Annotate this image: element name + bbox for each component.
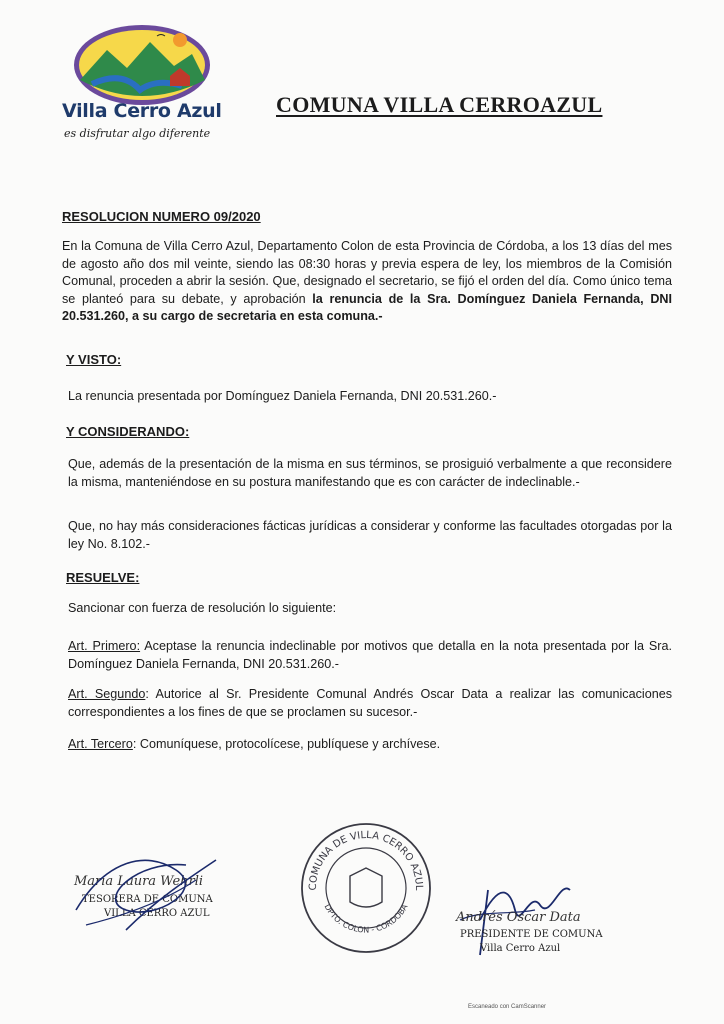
right-signatory-place: Villa Cerro Azul <box>480 943 561 954</box>
brand-tagline: es disfrutar algo diferente <box>64 127 211 140</box>
intro-bold-text: la renuncia de la Sra. Domínguez Daniela Fernanda, DNI 20.531.260, a su cargo de secretaria en esta comuna.- <box>62 291 673 323</box>
resuelve-heading: RESUELVE: <box>66 570 140 585</box>
article-third-label: Art. Tercero <box>68 737 133 751</box>
article-third-text: : Comuníquese, protocolícese, publíquese y archívese. <box>132 737 441 751</box>
right-signatory-role: PRESIDENTE DE COMUNA <box>460 929 603 940</box>
article-second-text: : Autorice al Sr. Presidente Comunal Andrés Oscar Data a realizar las comunicaciones correspondientes a los fines de que se proclamen su sucesor.- <box>68 687 673 719</box>
left-handwritten-signature <box>66 840 266 940</box>
resolution-title: RESOLUCION NUMERO 09/2020 <box>62 209 261 224</box>
right-signatory-name: Andrés Oscar Data <box>456 910 581 925</box>
seal-bottom-text: DPTO. COLON - CORDOBA <box>322 902 410 935</box>
intro-text: En la Comuna de Villa Cerro Azul, Departamento Colon de esta Provincia de Córdoba, a los 13 días del mes de agosto año dos mil veinte, siendo las 08:30 horas y previa espera de ley, los miembros de la Comisión Comunal, proceden a abrir la sesión. Que, designado el secretario, se fijó el orden del día. Como único tema se planteó para su debate, y aprobación <box>62 239 672 306</box>
resuelve-intro: Sancionar con fuerza de resolución lo siguiente: <box>68 601 337 615</box>
seal-top-text: COMUNA DE VILLA CERRO AZUL <box>307 829 425 891</box>
article-third <box>68 736 672 754</box>
considerando-paragraph-2: Que, no hay más consideraciones fácticas jurídicas a considerar y conforme las facultades otorgadas por la ley No. 8.102.- <box>68 519 672 551</box>
article-first-label: Art. Primero: <box>68 639 141 653</box>
article-second <box>68 686 672 721</box>
considerando-heading: Y CONSIDERANDO: <box>66 424 190 439</box>
article-second-label: Art. Segundo <box>68 687 146 701</box>
document-title: COMUNA VILLA CERROAZUL <box>276 92 603 117</box>
left-signatory-role: TESORERA DE COMUNA <box>82 894 213 905</box>
visto-heading: Y VISTO: <box>66 352 122 367</box>
left-signatory-place: VILLA CERRO AZUL <box>104 908 210 919</box>
visto-text: La renuncia presentada por Domínguez Daniela Fernanda, DNI 20.531.260.- <box>68 389 497 403</box>
article-first <box>68 638 672 673</box>
coat-of-arms-icon <box>350 868 382 907</box>
article-first-text: Aceptase la renuncia indeclinable por motivos que detalla en la nota presentada por la Sra. Domínguez Daniela Fernanda, DNI 20.531.260.- <box>68 639 672 671</box>
considerando-paragraph-1: Que, además de la presentación de la misma en sus términos, se prosiguió verbalmente a que reconsidere la misma, manteniéndose en su postura manifestando que es con carácter de indeclinable.- <box>68 457 672 489</box>
left-signatory-name: Maria Laura Wehrli <box>74 874 204 889</box>
resolution-intro <box>62 238 672 326</box>
official-seal <box>296 818 436 958</box>
brand-name: Villa Cerro Azul <box>62 100 222 122</box>
scanner-watermark: Escaneado con CamScanner <box>468 1004 547 1010</box>
